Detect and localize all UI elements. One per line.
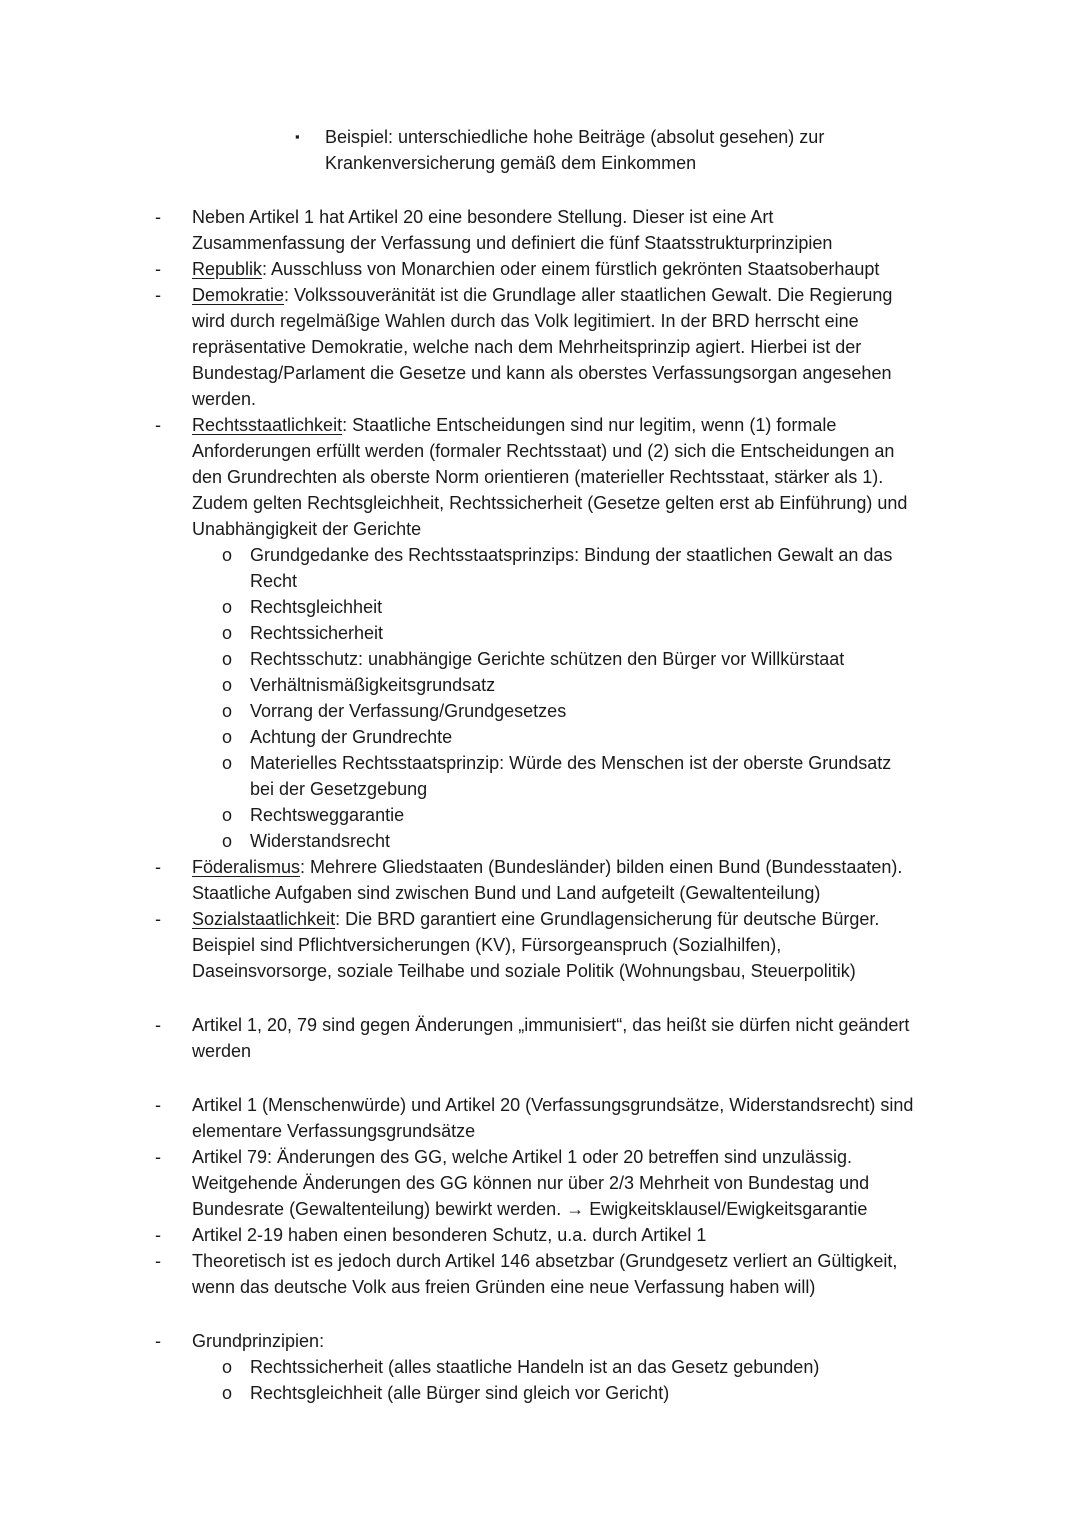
list-item-text: Grundgedanke des Rechtsstaatsprinzips: Bindung der staatlichen Gewalt an das Recht bbox=[250, 545, 893, 591]
list-item bbox=[155, 750, 925, 802]
list-item-text: Rechtssicherheit bbox=[250, 623, 384, 643]
underlined-term: Demokratie bbox=[192, 285, 285, 305]
underlined-term: Rechtsstaatlichkeit bbox=[192, 415, 343, 435]
list-item-text: Föderalismus: Mehrere Gliedstaaten (Bundesländer) bilden einen Bund (Bundesstaaten). Staatliche Aufgaben sind zwischen Bund und Land aufgeteilt (Gewaltenteilung) bbox=[192, 857, 903, 903]
dash-bullet-marker: - bbox=[155, 285, 161, 305]
dash-bullet-marker: - bbox=[155, 857, 161, 877]
list-item bbox=[155, 412, 925, 542]
list-item-text: Rechtsweggarantie bbox=[250, 805, 405, 825]
circle-bullet-marker: o bbox=[222, 675, 233, 695]
list-item bbox=[155, 282, 925, 412]
list-item bbox=[155, 542, 925, 594]
list-item bbox=[155, 724, 925, 750]
list-item bbox=[155, 620, 925, 646]
list-item bbox=[155, 1380, 925, 1406]
list-item-text: Widerstandsrecht bbox=[250, 831, 391, 851]
list-item-text: Artikel 1, 20, 79 sind gegen Änderungen „immunisiert“, das heißt sie dürfen nicht geändert werden bbox=[192, 1015, 910, 1061]
list-item-text: Rechtsgleichheit (alle Bürger sind gleich vor Gericht) bbox=[250, 1383, 670, 1403]
list-item bbox=[155, 854, 925, 906]
list-item bbox=[155, 646, 925, 672]
list-item-text: Demokratie: Volkssouveränität ist die Grundlage aller staatlichen Gewalt. Die Regierung wird durch regelmäßige Wahlen durch das Volk legitimiert. In der BRD herrscht eine repräsentative Demokratie, welche nach dem Mehrheitsprinzip agiert. Hierbei ist der Bundestag/Parlament die Gesetze und kann als oberstes Verfassungsorgan angesehen werden. bbox=[192, 285, 893, 409]
list-item bbox=[155, 594, 925, 620]
list-item-text: Artikel 1 (Menschenwürde) und Artikel 20 (Verfassungsgrundsätze, Widerstandsrecht) sind elementare Verfassungsgrundsätze bbox=[192, 1095, 914, 1141]
list-item bbox=[155, 1012, 925, 1064]
circle-bullet-marker: o bbox=[222, 1357, 233, 1377]
list-item-text: Neben Artikel 1 hat Artikel 20 eine besondere Stellung. Dieser ist eine Art Zusammenfassung der Verfassung und definiert die fünf Staatsstrukturprinzipien bbox=[192, 207, 833, 253]
list-item-text: Rechtsgleichheit bbox=[250, 597, 383, 617]
dash-bullet-marker: - bbox=[155, 1331, 161, 1351]
dash-bullet-marker: - bbox=[155, 259, 161, 279]
list-item bbox=[155, 1092, 925, 1144]
circle-bullet-marker: o bbox=[222, 831, 233, 851]
circle-bullet-marker: o bbox=[222, 545, 233, 565]
list-item-text: Rechtsschutz: unabhängige Gerichte schützen den Bürger vor Willkürstaat bbox=[250, 649, 845, 669]
list-item-text: Rechtsstaatlichkeit: Staatliche Entscheidungen sind nur legitim, wenn (1) formale Anforderungen erfüllt werden (formaler Rechtsstaat) und (2) sich die Entscheidungen an den Grundrechten als oberste Norm orientieren (materieller Rechtsstaat, stärker als 1). Zudem gelten Rechtsgleichheit, Rechtssicherheit (Gesetze gelten erst ab Einführung) und Unabhängigkeit der Gerichte bbox=[192, 415, 908, 539]
circle-bullet-marker: o bbox=[222, 623, 233, 643]
list-item bbox=[155, 204, 925, 256]
list-item bbox=[155, 1144, 925, 1222]
list-item-text: Grundprinzipien: bbox=[192, 1331, 325, 1351]
square-bullet-marker: ▪ bbox=[295, 129, 300, 144]
list-item-text: Republik: Ausschluss von Monarchien oder einem fürstlich gekrönten Staatsoberhaupt bbox=[192, 259, 880, 279]
dash-bullet-marker: - bbox=[155, 1147, 161, 1167]
list-item-text: Beispiel: unterschiedliche hohe Beiträge (absolut gesehen) zur Krankenversicherung gemäß dem Einkommen bbox=[325, 127, 825, 173]
circle-bullet-marker: o bbox=[222, 1383, 233, 1403]
list-item bbox=[155, 828, 925, 854]
list-item bbox=[155, 1222, 925, 1248]
circle-bullet-marker: o bbox=[222, 805, 233, 825]
dash-bullet-marker: - bbox=[155, 207, 161, 227]
list-item bbox=[155, 802, 925, 828]
circle-bullet-marker: o bbox=[222, 701, 233, 721]
list-item-text: Vorrang der Verfassung/Grundgesetzes bbox=[250, 701, 567, 721]
dash-bullet-marker: - bbox=[155, 415, 161, 435]
circle-bullet-marker: o bbox=[222, 597, 233, 617]
list-item bbox=[155, 1328, 925, 1354]
list-item-text: Achtung der Grundrechte bbox=[250, 727, 453, 747]
list-item bbox=[155, 1248, 925, 1300]
list-item bbox=[155, 256, 925, 282]
circle-bullet-marker: o bbox=[222, 727, 233, 747]
underlined-term: Sozialstaatlichkeit bbox=[192, 909, 336, 929]
list-item bbox=[155, 672, 925, 698]
list-item bbox=[155, 1354, 925, 1380]
document-body bbox=[155, 124, 925, 1406]
dash-bullet-marker: - bbox=[155, 909, 161, 929]
list-item bbox=[155, 698, 925, 724]
dash-bullet-marker: - bbox=[155, 1095, 161, 1115]
list-item-text: Rechtssicherheit (alles staatliche Handeln ist an das Gesetz gebunden) bbox=[250, 1357, 820, 1377]
list-item bbox=[155, 906, 925, 984]
underlined-term: Republik bbox=[192, 259, 263, 279]
underlined-term: Föderalismus bbox=[192, 857, 301, 877]
circle-bullet-marker: o bbox=[222, 753, 233, 773]
list-item bbox=[155, 124, 925, 176]
list-item-text: Artikel 2-19 haben einen besonderen Schutz, u.a. durch Artikel 1 bbox=[192, 1225, 707, 1245]
dash-bullet-marker: - bbox=[155, 1015, 161, 1035]
dash-bullet-marker: - bbox=[155, 1225, 161, 1245]
list-item-text: Theoretisch ist es jedoch durch Artikel 146 absetzbar (Grundgesetz verliert an Gültigkeit, wenn das deutsche Volk aus freien Gründen eine neue Verfassung haben will) bbox=[192, 1251, 898, 1297]
list-item-text: Materielles Rechtsstaatsprinzip: Würde des Menschen ist der oberste Grundsatz bei der Gesetzgebung bbox=[250, 753, 892, 799]
list-item-text: Artikel 79: Änderungen des GG, welche Artikel 1 oder 20 betreffen sind unzulässig. Weitgehende Änderungen des GG können nur über 2/3 Mehrheit von Bundestag und Bundesrate (Gewaltenteilung) bewirkt werden. → Ewigkeitsklausel/Ewigkeitsgarantie bbox=[192, 1147, 870, 1219]
dash-bullet-marker: - bbox=[155, 1251, 161, 1271]
list-item-text: Verhältnismäßigkeitsgrundsatz bbox=[250, 675, 496, 695]
circle-bullet-marker: o bbox=[222, 649, 233, 669]
list-item-text: Sozialstaatlichkeit: Die BRD garantiert eine Grundlagensicherung für deutsche Bürger. Beispiel sind Pflichtversicherungen (KV), Fürsorgeanspruch (Sozialhilfen), Daseinsvorsorge, soziale Teilhabe und soziale Politik (Wohnungsbau, Steuerpolitik) bbox=[192, 909, 880, 981]
